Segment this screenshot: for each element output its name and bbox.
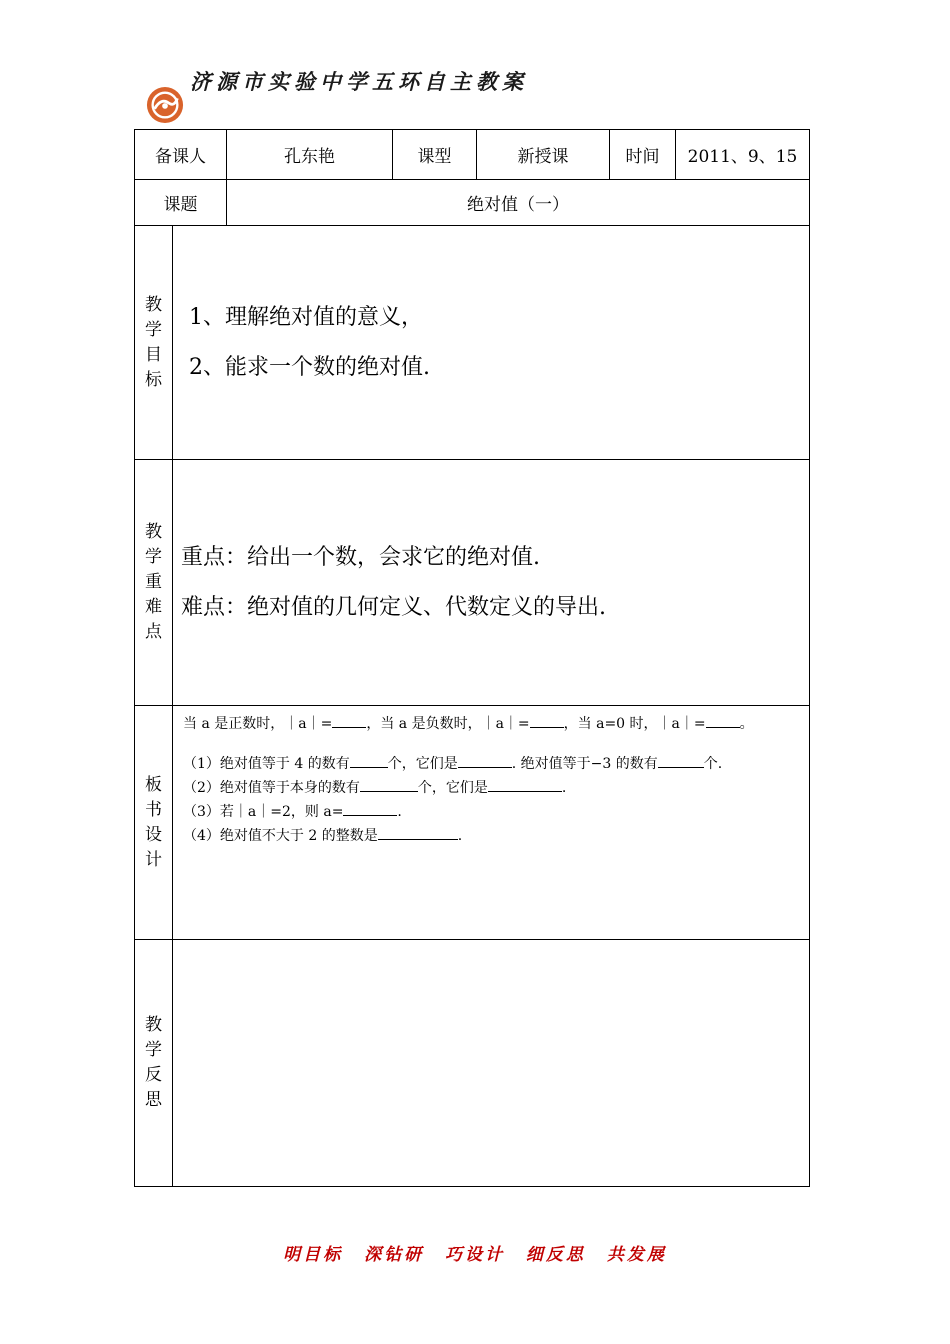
answer-blank [488,777,562,792]
type-label: 课型 [393,130,477,180]
school-logo-icon [146,86,184,124]
answer-blank [458,753,512,768]
slogan-item: 巧设计 [445,1245,505,1265]
answer-blank [706,713,740,728]
slogan-item: 共发展 [606,1245,667,1265]
key-point-item: 重点：给出一个数，会求它的绝对值. [181,544,540,570]
answer-blank [378,825,458,840]
board-label: 板 书 设 计 [135,706,173,940]
answer-blank [332,713,366,728]
goals-label: 教 学 目 标 [135,226,173,460]
topic-value: 绝对值（一） [227,180,810,226]
answer-blank [360,777,418,792]
page-header-title: 济源市实验中学五环自主教案 [190,69,528,94]
board-question-4: （4）绝对值不大于 2 的整数是 . [183,824,801,848]
key-points-label: 教 学 重 难 点 [135,460,173,706]
key-points-content [173,460,810,706]
preparer-value: 孔东艳 [227,130,393,180]
goals-content [173,226,810,460]
footer-slogan [0,1240,950,1265]
board-question-2: （2）绝对值等于本身的数有 个，它们是 . [183,776,801,800]
time-value: 2011、9、15 [676,130,810,180]
board-question-1: （1）绝对值等于 4 的数有 个，它们是 . 绝对值等于−3 的数有 个. [183,752,801,776]
goal-item: 1、理解绝对值的意义， [189,304,423,330]
board-content [173,706,810,940]
topic-label: 课题 [135,180,227,226]
slogan-item: 细反思 [525,1245,586,1265]
answer-blank [350,753,388,768]
board-line-1: 当 a 是正数时，｜a｜= ，当 a 是负数时，｜a｜= ，当 a=0 时，｜a｜= 。 [183,712,801,736]
reflection-label: 教 学 反 思 [135,940,173,1187]
key-point-item: 难点：绝对值的几何定义、代数定义的导出. [181,594,606,620]
slogan-item: 深钻研 [364,1245,425,1265]
lesson-plan-table [134,129,810,1187]
answer-blank [530,713,564,728]
slogan-item: 明目标 [283,1245,344,1265]
time-label: 时间 [610,130,676,180]
answer-blank [658,753,704,768]
board-question-3: （3）若｜a｜=2，则 a= . [183,800,801,824]
reflection-content [173,940,810,1187]
type-value: 新授课 [477,130,610,180]
preparer-label: 备课人 [135,130,227,180]
answer-blank [343,801,397,816]
goal-item: 2、能求一个数的绝对值. [189,354,430,380]
